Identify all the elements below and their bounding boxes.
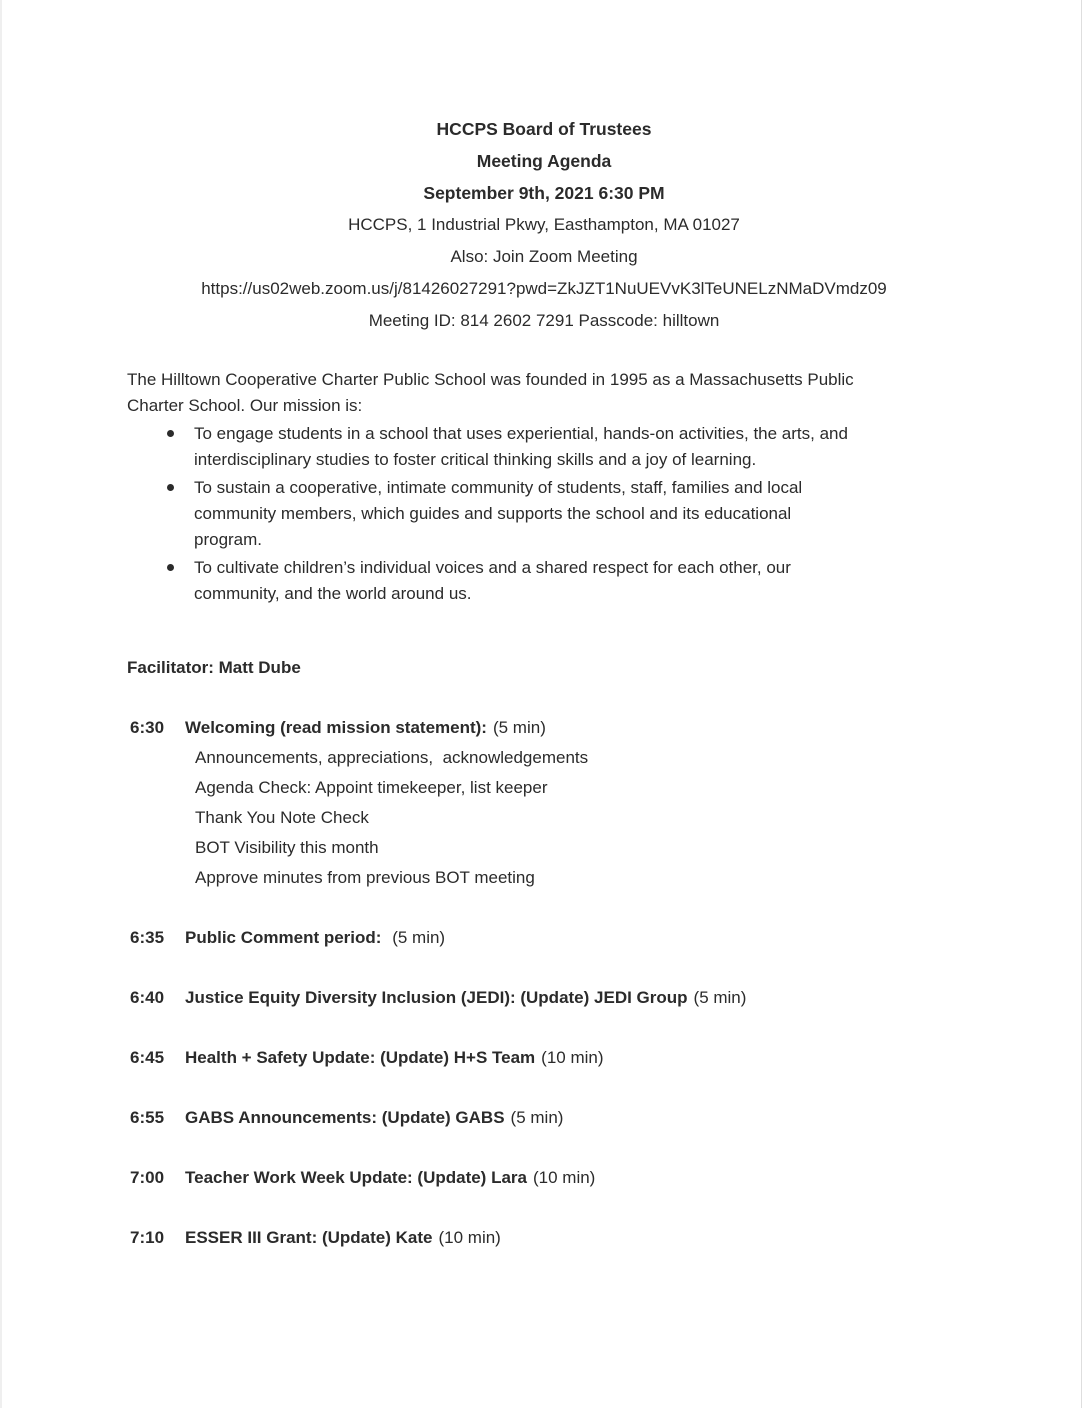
doc-subtitle: Meeting Agenda bbox=[476, 151, 612, 171]
agenda-duration: (5 min) bbox=[693, 988, 747, 1007]
mission-intro-line-2: Charter School. Our mission is: bbox=[127, 396, 363, 415]
agenda-title: Teacher Work Week Update: (Update) Lara bbox=[185, 1168, 527, 1187]
mission-intro-line-1: The Hilltown Cooperative Charter Public School was founded in 1995 as a Massachusetts Public bbox=[127, 370, 854, 389]
agenda-duration: (5 min) bbox=[492, 718, 546, 737]
mission-bullet-2 bbox=[127, 475, 967, 553]
mission-bullet-1 bbox=[127, 421, 967, 473]
agenda-item-head bbox=[0, 983, 1088, 1013]
agenda-item-630 bbox=[0, 713, 1088, 893]
agenda-time: 6:40 bbox=[130, 988, 165, 1007]
doc-datetime: September 9th, 2021 6:30 PM bbox=[423, 183, 665, 203]
agenda-time: 6:55 bbox=[130, 1108, 165, 1127]
agenda-sub-item: Thank You Note Check bbox=[195, 808, 369, 827]
bullet-dot-icon bbox=[167, 564, 174, 571]
agenda-sub-items bbox=[195, 743, 1088, 893]
scan-edge-right bbox=[1081, 0, 1082, 1408]
agenda-item-645 bbox=[0, 1043, 1088, 1073]
agenda-duration: (10 min) bbox=[541, 1048, 604, 1067]
agenda-item-head bbox=[0, 923, 1088, 953]
agenda-title: GABS Announcements: (Update) GABS bbox=[185, 1108, 505, 1127]
mission-bullet-3-line-2: community, and the world around us. bbox=[194, 584, 472, 603]
agenda-duration: (5 min) bbox=[510, 1108, 564, 1127]
meeting-id-line: Meeting ID: 814 2602 7291 Passcode: hilltown bbox=[368, 311, 720, 330]
agenda-title: Health + Safety Update: (Update) H+S Team bbox=[185, 1048, 536, 1067]
agenda-duration: (10 min) bbox=[532, 1168, 596, 1187]
agenda-sub-item: BOT Visibility this month bbox=[195, 838, 379, 857]
mission-bullet-2-line-1: To sustain a cooperative, intimate community of students, staff, families and local bbox=[194, 478, 803, 497]
mission-bullet-2-line-2: community members, which guides and supports the school and its educational bbox=[194, 504, 792, 523]
agenda-sub-item: Approve minutes from previous BOT meeting bbox=[195, 868, 535, 887]
mission-section bbox=[127, 367, 967, 607]
agenda-time: 7:10 bbox=[130, 1228, 165, 1247]
agenda-section bbox=[0, 713, 1088, 1253]
agenda-sub-item: Agenda Check: Appoint timekeeper, list keeper bbox=[195, 778, 548, 797]
agenda-item-head bbox=[0, 713, 1088, 743]
doc-title: HCCPS Board of Trustees bbox=[436, 119, 652, 139]
bullet-dot-icon bbox=[167, 484, 174, 491]
agenda-time: 6:35 bbox=[130, 928, 165, 947]
agenda-item-635 bbox=[0, 923, 1088, 953]
agenda-title: Public Comment period: bbox=[185, 928, 382, 947]
mission-bullet-3 bbox=[127, 555, 967, 607]
agenda-item-head bbox=[0, 1223, 1088, 1253]
mission-bullet-3-line-1: To cultivate children’s individual voices and a shared respect for each other, our bbox=[194, 558, 791, 577]
mission-bullet-list bbox=[127, 421, 967, 607]
agenda-duration: (10 min) bbox=[438, 1228, 501, 1247]
agenda-item-head bbox=[0, 1103, 1088, 1133]
agenda-time: 6:30 bbox=[130, 718, 165, 737]
zoom-join-label: Also: Join Zoom Meeting bbox=[450, 247, 638, 266]
agenda-title: Welcoming (read mission statement): bbox=[185, 718, 487, 737]
bullet-dot-icon bbox=[167, 430, 174, 437]
agenda-sub-item: Announcements, appreciations, acknowledgements bbox=[195, 748, 589, 767]
agenda-item-640 bbox=[0, 983, 1088, 1013]
agenda-duration: (5 min) bbox=[387, 928, 446, 947]
agenda-item-655 bbox=[0, 1103, 1088, 1133]
scan-edge-left bbox=[0, 0, 2, 1408]
doc-location: HCCPS, 1 Industrial Pkwy, Easthampton, MA 01027 bbox=[348, 215, 740, 234]
agenda-item-head bbox=[0, 1163, 1088, 1193]
mission-bullet-1-line-1: To engage students in a school that uses experiential, hands-on activities, the arts, and bbox=[194, 424, 848, 443]
mission-bullet-1-line-2: interdisciplinary studies to foster critical thinking skills and a joy of learning. bbox=[194, 450, 757, 469]
facilitator-line: Facilitator: Matt Dube bbox=[127, 658, 301, 677]
document-header bbox=[0, 0, 1088, 337]
zoom-meeting-url: https://us02web.zoom.us/j/81426027291?pwd=ZkJZT1NuUEVvK3lTeUNELzNMaDVmdz09 bbox=[201, 279, 887, 298]
agenda-title: Justice Equity Diversity Inclusion (JEDI): (Update) JEDI Group bbox=[185, 988, 688, 1007]
agenda-time: 7:00 bbox=[130, 1168, 165, 1187]
agenda-title: ESSER III Grant: (Update) Kate bbox=[185, 1228, 433, 1247]
agenda-item-head bbox=[0, 1043, 1088, 1073]
agenda-item-710 bbox=[0, 1223, 1088, 1253]
agenda-item-700 bbox=[0, 1163, 1088, 1193]
agenda-time: 6:45 bbox=[130, 1048, 165, 1067]
mission-bullet-2-line-3: program. bbox=[194, 530, 263, 549]
